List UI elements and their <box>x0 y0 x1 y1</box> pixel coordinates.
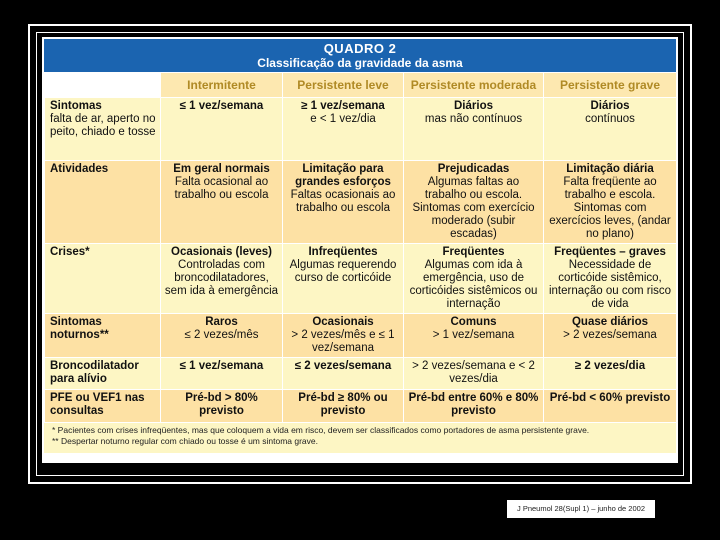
cell-detail: Algumas requerendo curso de corticóide <box>289 259 397 284</box>
table-sheet <box>42 37 678 463</box>
cell-heading: ≤ 1 vez/semana <box>179 100 264 112</box>
row-label-strong: PFE ou VEF1 nas consultas <box>50 392 145 417</box>
table-cell <box>161 161 283 244</box>
cell-heading: Infreqüentes <box>308 246 378 258</box>
column-header-persistente-grave: Persistente grave <box>544 73 677 98</box>
cell-heading: Diários <box>590 100 630 112</box>
table-cell <box>544 244 677 314</box>
row-label-strong: Crises* <box>50 246 90 258</box>
table-cell <box>544 161 677 244</box>
cell-heading: ≥ 1 vez/semana <box>301 100 385 112</box>
table-cell <box>283 358 404 390</box>
table-cell <box>404 358 544 390</box>
table-cell <box>161 314 283 358</box>
table-cell <box>283 161 404 244</box>
cell-heading: ≤ 2 vezes/semana <box>294 360 392 372</box>
table-cell <box>283 314 404 358</box>
row-label <box>45 161 161 244</box>
cell-heading: Freqüentes – graves <box>554 246 666 258</box>
footnote-2: ** Despertar noturno regular com chiado ou tosse é um sintoma grave. <box>52 436 318 446</box>
table-cell <box>544 358 677 390</box>
cell-heading: Limitação diária <box>566 163 654 175</box>
cell-detail: e < 1 vez/dia <box>310 113 376 125</box>
cell-heading: Diários <box>454 100 493 112</box>
cell-heading: Freqüentes <box>442 246 505 258</box>
table-header <box>44 39 676 72</box>
row-label-strong: Atividades <box>50 163 109 175</box>
footnotes <box>44 423 676 453</box>
cell-heading: Prejudicadas <box>437 163 510 175</box>
cell-heading: ≥ 2 vezes/dia <box>574 360 646 372</box>
citation: J Pneumol 28(Supl 1) – junho de 2002 <box>507 500 655 518</box>
table-cell <box>404 98 544 161</box>
row-label-strong: Sintomas noturnos** <box>50 316 109 341</box>
cell-detail: Controladas com broncodilatadores, sem ida à emergência <box>164 259 279 297</box>
table-cell <box>283 390 404 423</box>
table-row <box>45 98 677 161</box>
row-label-strong: Sintomas <box>50 100 102 112</box>
table-cell <box>544 314 677 358</box>
cell-heading: ≤ 1 vez/semana <box>179 360 264 372</box>
cell-detail: > 1 vez/semana <box>432 329 515 341</box>
footnote-1: * Pacientes com crises infreqüentes, mas que coloquem a vida em risco, devem ser classificados como portadores de asma persistente grave. <box>52 425 590 435</box>
cell-heading: Limitação para grandes esforços <box>295 163 391 188</box>
cell-heading: Em geral normais <box>173 163 270 175</box>
cell-detail: contínuos <box>585 113 635 125</box>
cell-detail: > 2 vezes/mês e ≤ 1 vez/semana <box>291 329 395 354</box>
column-header-persistente-leve: Persistente leve <box>283 73 404 98</box>
cell-detail: Necessidade de corticóide sistêmico, internação ou com risco de vida <box>548 259 672 310</box>
table-row <box>45 244 677 314</box>
column-header-intermitente: Intermitente <box>161 73 283 98</box>
asthma-severity-table <box>44 72 677 423</box>
table-row <box>45 358 677 390</box>
table-cell <box>283 244 404 314</box>
table-cell <box>161 98 283 161</box>
cell-heading: Pré-bd ≥ 80% ou previsto <box>298 392 388 417</box>
cell-heading: Quase diários <box>571 316 649 328</box>
cell-heading: Raros <box>205 316 238 328</box>
cell-detail: > 2 vezes/semana <box>563 329 657 341</box>
table-cell <box>404 390 544 423</box>
table-cell <box>544 390 677 423</box>
table-cell <box>404 314 544 358</box>
cell-heading: Ocasionais (leves) <box>171 246 272 258</box>
cell-detail: Faltas ocasionais ao trabalho ou escola <box>290 189 396 214</box>
table-cell <box>404 161 544 244</box>
table-subtitle: Classificação da gravidade da asma <box>257 55 463 70</box>
row-label <box>45 390 161 423</box>
cell-detail: ≤ 2 vezes/mês <box>184 329 259 341</box>
table-cell <box>544 98 677 161</box>
table-cell <box>161 244 283 314</box>
table-cell <box>404 244 544 314</box>
cell-detail: Algumas com ida à emergência, uso de corticóides sistêmicos ou internação <box>409 259 538 310</box>
column-header-row <box>45 73 677 98</box>
cell-detail: Falta ocasional ao trabalho ou escola <box>174 176 269 201</box>
column-header-persistente-moderada: Persistente moderada <box>404 73 544 98</box>
cell-heading: Comuns <box>450 316 497 328</box>
cell-heading: Pré-bd entre 60% e 80% previsto <box>408 392 539 417</box>
row-label <box>45 358 161 390</box>
table-cell <box>161 358 283 390</box>
table-title: QUADRO 2 <box>323 40 397 56</box>
row-label <box>45 98 161 161</box>
cell-heading: Pré-bd > 80% previsto <box>185 392 258 417</box>
cell-heading: Pré-bd < 60% previsto <box>549 392 671 404</box>
row-label-detail: falta de ar, aperto no peito, chiado e tosse <box>50 113 156 138</box>
table-row <box>45 314 677 358</box>
cell-detail: > 2 vezes/semana e < 2 vezes/dia <box>412 360 535 385</box>
row-label <box>45 244 161 314</box>
cell-detail: mas não contínuos <box>424 113 523 125</box>
table-row <box>45 390 677 423</box>
cell-detail: Falta freqüente ao trabalho e escola. Sintomas com exercícios leves, (andar no plano) <box>549 176 671 240</box>
cell-detail: Algumas faltas ao trabalho ou escola. Sintomas com exercício moderado (subir escadas) <box>412 176 535 240</box>
table-cell <box>161 390 283 423</box>
table-cell <box>283 98 404 161</box>
column-header-empty <box>45 73 161 98</box>
table-row <box>45 161 677 244</box>
row-label <box>45 314 161 358</box>
row-label-strong: Broncodilatador para alívio <box>50 360 139 385</box>
cell-heading: Ocasionais <box>312 316 374 328</box>
